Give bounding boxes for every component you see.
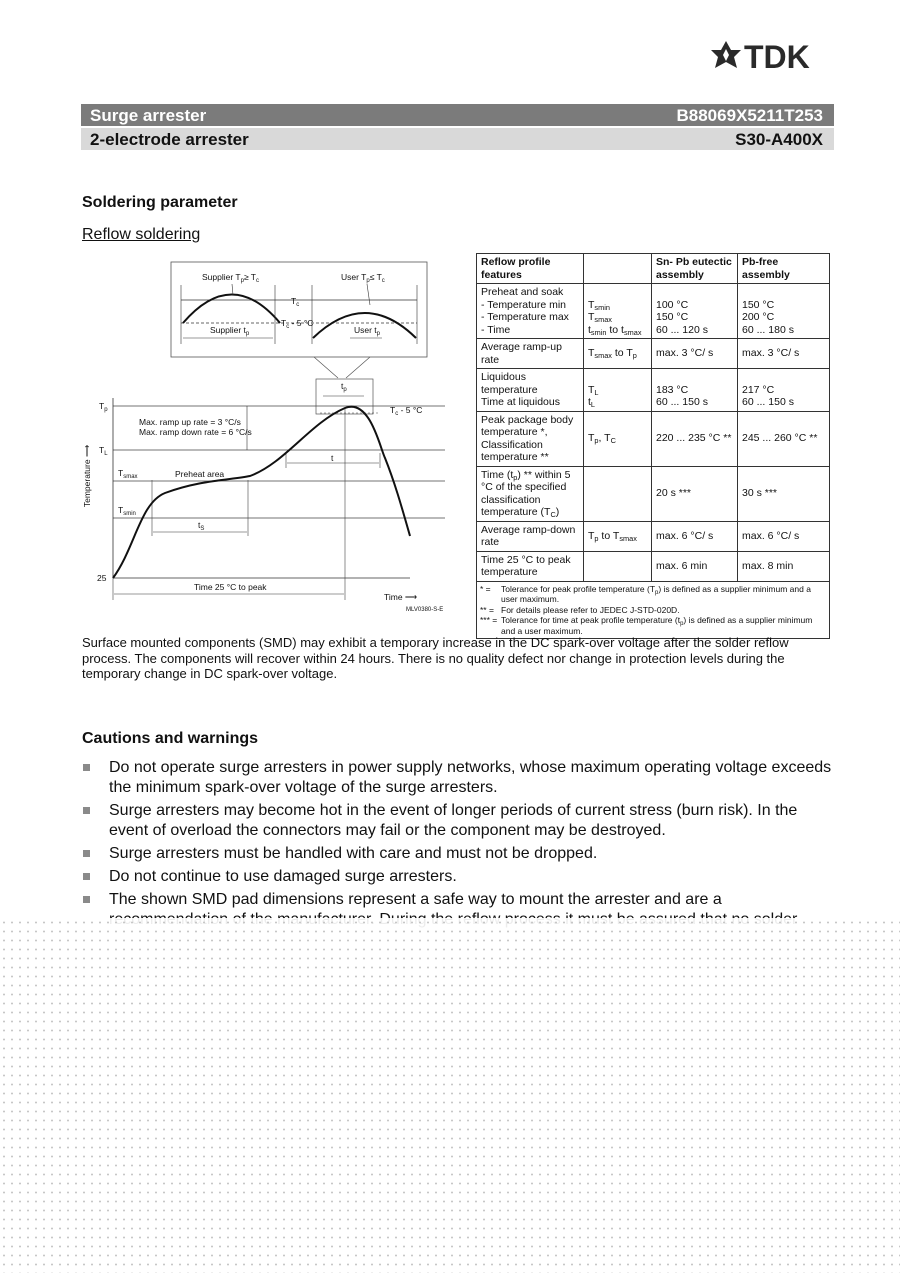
list-item: Surge arresters may become hot in the event of longer periods of current stress (burn risk). In the event of overload the connectors may fail or the component may be destroyed. (82, 801, 832, 841)
cell-symbol: $T_p$, $T_C$ (584, 411, 652, 466)
ramp-up-label: Max. ramp up rate = 3 °C/s (139, 417, 241, 427)
reflow-profile-diagram (80, 258, 465, 618)
tp-top-label: $t_p$ (341, 381, 347, 393)
table-row (477, 284, 830, 339)
th-feature: Reflow profile features (477, 254, 584, 284)
table-note: * = Tolerance for peak profile temperature $(T_p)$ is defined as a supplier minimum and a user maximum. (480, 583, 811, 604)
cell-symbol (584, 551, 652, 581)
cell-pbfree: 245 ... 260 °C ** (738, 411, 830, 466)
product-name: Surge arrester (90, 106, 207, 125)
table-row (477, 521, 830, 551)
soldering-heading: Soldering parameter (82, 194, 238, 211)
diagram-code: MLV0380-S-E (406, 607, 444, 613)
y-25-label: 25 (97, 573, 107, 583)
cautions-heading: Cautions and warnings (82, 730, 259, 747)
table-notes (477, 581, 830, 639)
list-item: Do not continue to use damaged surge arresters. (82, 867, 832, 887)
cell-snpb: max. 6 °C/ s (652, 521, 738, 551)
cell-pbfree: 30 s *** (738, 466, 830, 521)
logo-text: TDK (744, 40, 810, 72)
bullet-icon (83, 807, 90, 814)
cell-snpb: max. 6 min (652, 551, 738, 581)
y-tsmax-label: $T_{smax}$ (118, 468, 138, 480)
cell-pbfree: max. 6 °C/ s (738, 521, 830, 551)
time-to-peak-label: Time 25 °C to peak (194, 582, 267, 592)
table-note: *** = Tolerance for time at peak profile temperature $(t_p)$ is defined as a supplier minimum and a user maximum. (480, 615, 813, 636)
bullet-icon (83, 764, 90, 771)
cell-feature: Time 25 °C to peak temperature (477, 551, 584, 581)
table-row (477, 369, 830, 412)
preheat-label: Preheat area (175, 469, 225, 479)
inset-tc-label: $T_c$ (291, 296, 300, 308)
cell-feature: Time $(t_p)$ ** within 5 °C of the specified classification temperature $(T_C)$ (477, 466, 584, 521)
cell-feature: Average ramp-up rate (477, 339, 584, 369)
th-symbol (584, 254, 652, 284)
cell-pbfree: max. 8 min (738, 551, 830, 581)
inset-tc-minus-label: $T_c - 5$ °C (281, 318, 314, 330)
table-note: ** = For details please refer to JEDEC J-STD-020D. (480, 604, 680, 615)
cell-snpb: 220 ... 235 °C ** (652, 411, 738, 466)
ts-label: $t_S$ (198, 520, 205, 532)
bullet-icon (83, 873, 90, 880)
list-item: Do not operate surge arresters in power supply networks, whose maximum operating voltage exceeds the minimum spark-over voltage of the surge arresters. (82, 758, 832, 798)
cautions-list (82, 758, 832, 933)
y-axis-label: Temperature ⟶ (82, 444, 92, 508)
cell-symbol: $T_p$ to $T_{smax}$ (584, 521, 652, 551)
th-pbfree: Pb-free assembly (738, 254, 830, 284)
list-item: The shown SMD pad dimensions represent a safe way to mount the arrester and are a (82, 890, 832, 930)
t-label: t (331, 453, 334, 463)
y-tsmin-label: $T_{smin}$ (118, 505, 136, 517)
cell-snpb: max. 3 °C/ s (652, 339, 738, 369)
list-item: Surge arresters must be handled with care and must not be dropped. (82, 844, 832, 864)
table-header-row (477, 254, 830, 284)
table-notes-row (477, 581, 830, 639)
cell-symbol (584, 466, 652, 521)
page-fade-overlay (0, 918, 900, 1273)
smd-paragraph: Surface mounted components (SMD) may exhibit a temporary increase in the DC spark-over voltage after the solder reflow process. The components will recover within 24 hours. There is no quality defect nor change in protection levels during the temporary change in DC spark-over voltage. (82, 635, 789, 681)
cell-symbol: $T_{smax}$ to $T_p$ (584, 339, 652, 369)
inset-user-label: User $T_p\le T_c$ (341, 272, 385, 284)
inset-supplier-tp-label: Supplier $t_p$ (210, 325, 250, 337)
header-bar-subtitle (81, 128, 834, 150)
inset-user-tp-label: User $t_p$ (354, 325, 381, 337)
x-axis-label: Time ⟶ (384, 592, 418, 602)
reflow-subheading: Reflow soldering (82, 226, 201, 243)
bullet-icon (83, 850, 90, 857)
cell-symbol: $T_{smin}$ $T_{smax}$ $t_{smin}$ to $t_{smax}$ (584, 284, 652, 339)
bullet-icon (83, 896, 90, 903)
table-row (477, 466, 830, 521)
th-snpb: Sn- Pb eutectic assembly (652, 254, 738, 284)
cell-pbfree: 150 °C 200 °C 60 ... 180 s (738, 284, 830, 339)
cell-symbol: $T_L$ $t_L$ (584, 369, 652, 412)
table-row (477, 411, 830, 466)
product-subtitle: 2-electrode arrester (90, 130, 249, 149)
tdk-diamond-icon (710, 40, 838, 72)
series-name: S30-A400X (735, 130, 823, 149)
cell-pbfree: 217 °C 60 ... 150 s (738, 369, 830, 412)
part-number: B88069X5211T253 (676, 106, 823, 125)
cell-pbfree: max. 3 °C/ s (738, 339, 830, 369)
tdk-logo (710, 40, 838, 72)
reflow-profile-table (476, 253, 830, 639)
cell-snpb: 100 °C 150 °C 60 ... 120 s (652, 284, 738, 339)
cell-feature: Preheat and soak - Temperature min - Temperature max - Time (477, 284, 584, 339)
y-tl-label: $T_L$ (99, 445, 108, 457)
cell-feature: Peak package body temperature *, Classification temperature ** (477, 411, 584, 466)
cell-snpb: 183 °C 60 ... 150 s (652, 369, 738, 412)
ramp-down-label: Max. ramp down rate = 6 °C/s (139, 427, 252, 437)
tc5-label: $T_c - 5$ °C (390, 405, 423, 417)
cell-feature: Average ramp-down rate (477, 521, 584, 551)
y-tp-label: $T_p$ (99, 401, 108, 413)
table-row (477, 551, 830, 581)
cell-snpb: 20 s *** (652, 466, 738, 521)
table-row (477, 339, 830, 369)
cell-feature: Liquidous temperature Time at liquidous (477, 369, 584, 412)
inset-supplier-label: Supplier $T_p\ge T_c$ (202, 272, 260, 284)
header-bar-product (81, 104, 834, 126)
